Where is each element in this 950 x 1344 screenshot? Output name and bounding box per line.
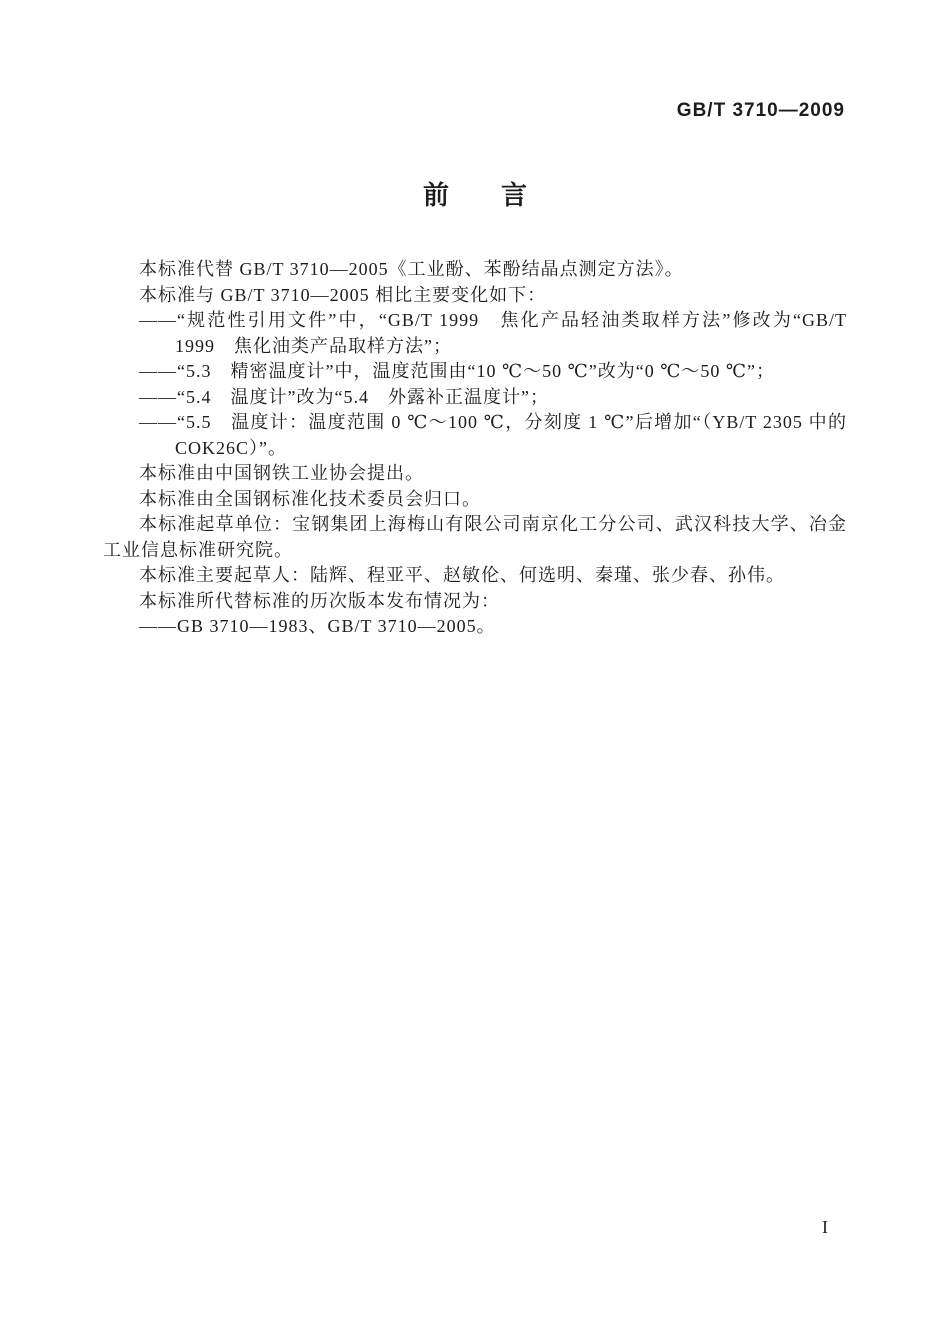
paragraph: 本标准起草单位：宝钢集团上海梅山有限公司南京化工分公司、武汉科技大学、冶金工业信息标准研究院。 xyxy=(103,514,847,560)
foreword-body xyxy=(103,257,847,640)
paragraph: ——“5.4 温度计”改为“5.4 外露补正温度计”； xyxy=(139,386,549,407)
paragraph: 本标准由全国钢标准化技术委员会归口。 xyxy=(139,488,481,509)
paragraph: 本标准由中国钢铁工业协会提出。 xyxy=(139,463,424,483)
paragraph: 本标准代替 GB/T 3710—2005《工业酚、苯酚结晶点测定方法》。 xyxy=(139,259,684,279)
page-title: 前 言 xyxy=(422,180,527,210)
paragraph: 本标准与 GB/T 3710—2005 相比主要变化如下： xyxy=(139,284,547,305)
paragraph: ——“5.3 精密温度计”中，温度范围由“10 ℃～50 ℃”改为“0 ℃～50 ℃”； xyxy=(139,361,775,381)
paragraph: 本标准主要起草人：陆辉、程亚平、赵敏伦、何选明、秦瑾、张少春、孙伟。 xyxy=(139,565,785,585)
paragraph: ——“规范性引用文件”中，“GB/T 1999 焦化产品轻油类取样方法”修改为“GB/T 1999 焦化油类产品取样方法”； xyxy=(139,310,847,356)
standard-number: GB/T 3710—2009 xyxy=(676,100,845,121)
paragraph: 本标准所代替标准的历次版本发布情况为： xyxy=(139,590,500,611)
paragraph: ——“5.5 温度计：温度范围 0 ℃～100 ℃，分刻度 1 ℃”后增加“（YB/T 2305 中的 COK26C）”。 xyxy=(139,412,847,458)
page-number: I xyxy=(822,1217,828,1237)
paragraph: ——GB 3710—1983、GB/T 3710—2005。 xyxy=(139,616,496,636)
